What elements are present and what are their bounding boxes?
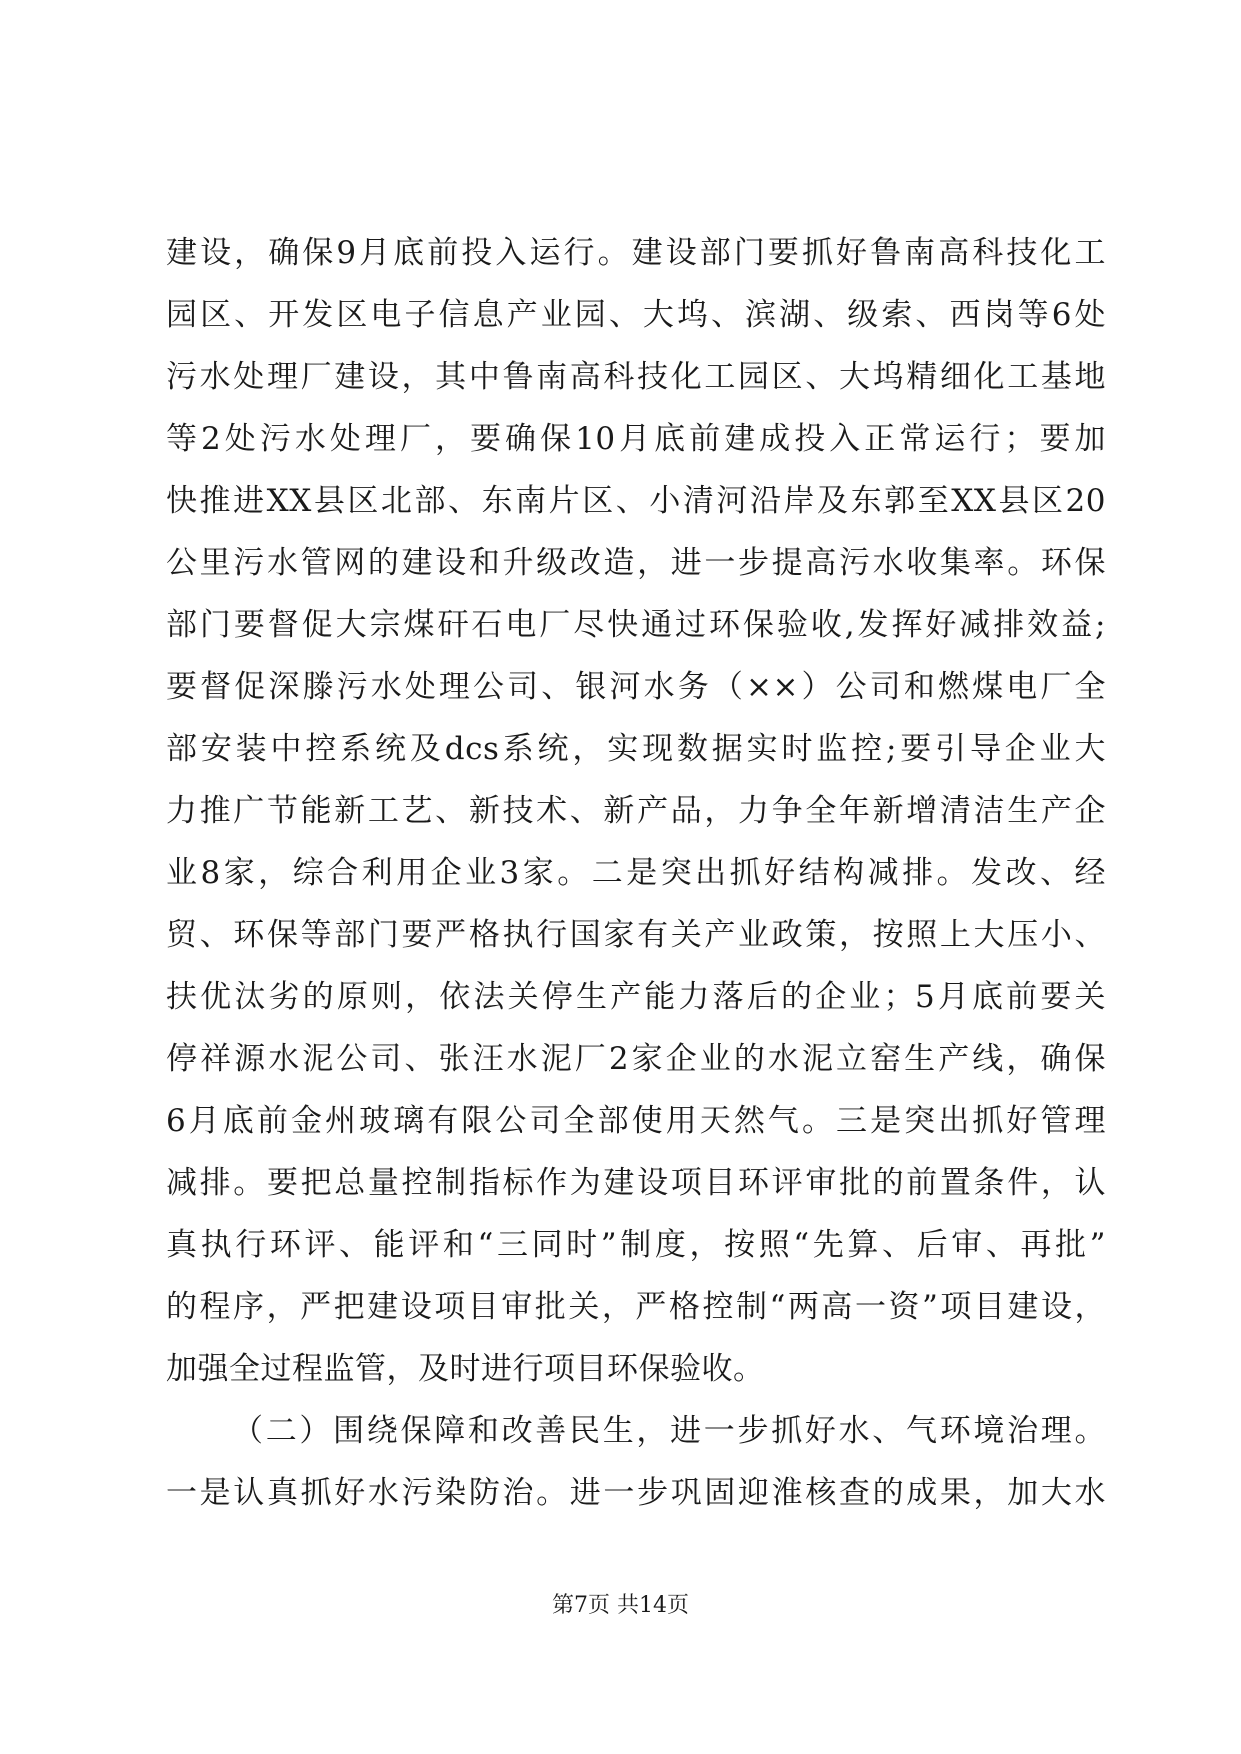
text-line: 要督促深滕污水处理公司、银河水务（××）公司和燃煤电厂全: [166, 669, 1106, 705]
page-footer: 第7页 共14页: [552, 1593, 689, 1618]
text-line: 停祥源水泥公司、张汪水泥厂2家企业的水泥立窑生产线，确保: [166, 1041, 1106, 1077]
text-line: 贸、环保等部门要严格执行国家有关产业政策，按照上大压小、: [166, 917, 1106, 953]
text-line: 减排。要把总量控制指标作为建设项目环评审批的前置条件，认: [166, 1165, 1106, 1201]
text-line: 建设，确保9月底前投入运行。建设部门要抓好鲁南高科技化工: [166, 235, 1106, 271]
text-line: 6月底前金州玻璃有限公司全部使用天然气。三是突出抓好管理: [166, 1103, 1106, 1139]
text-line: 力推广节能新工艺、新技术、新产品，力争全年新增清洁生产企: [166, 793, 1106, 829]
text-line: 公里污水管网的建设和升级改造，进一步提高污水收集率。环保: [166, 545, 1106, 581]
text-line: 一是认真抓好水污染防治。进一步巩固迎淮核查的成果，加大水: [166, 1475, 1106, 1511]
text-line: 园区、开发区电子信息产业园、大坞、滨湖、级索、西岗等6处: [166, 297, 1106, 333]
text-line: 的程序，严把建设项目审批关，严格控制“两高一资”项目建设，: [166, 1289, 1106, 1325]
text-line: 加强全过程监管，及时进行项目环保验收。: [166, 1351, 765, 1387]
text-line: 扶优汰劣的原则，依法关停生产能力落后的企业；5月底前要关: [166, 979, 1106, 1015]
text-line: 业8家，综合利用企业3家。二是突出抓好结构减排。发改、经: [166, 855, 1106, 891]
text-line: 真执行环评、能评和“三同时”制度，按照“先算、后审、再批”: [166, 1227, 1106, 1263]
text-line: 快推进XX县区北部、东南片区、小清河沿岸及东郭至XX县区20: [166, 483, 1106, 519]
text-line: 等2处污水处理厂，要确保10月底前建成投入正常运行；要加: [166, 421, 1106, 457]
text-line-indented: （二）围绕保障和改善民生，进一步抓好水、气环境治理。: [232, 1413, 1106, 1449]
body-text: [166, 222, 1106, 1524]
text-line: 污水处理厂建设，其中鲁南高科技化工园区、大坞精细化工基地: [166, 359, 1106, 395]
text-line: 部安装中控系统及dcs系统，实现数据实时监控;要引导企业大: [166, 731, 1106, 767]
text-line: 部门要督促大宗煤矸石电厂尽快通过环保验收,发挥好减排效益;: [166, 607, 1106, 643]
